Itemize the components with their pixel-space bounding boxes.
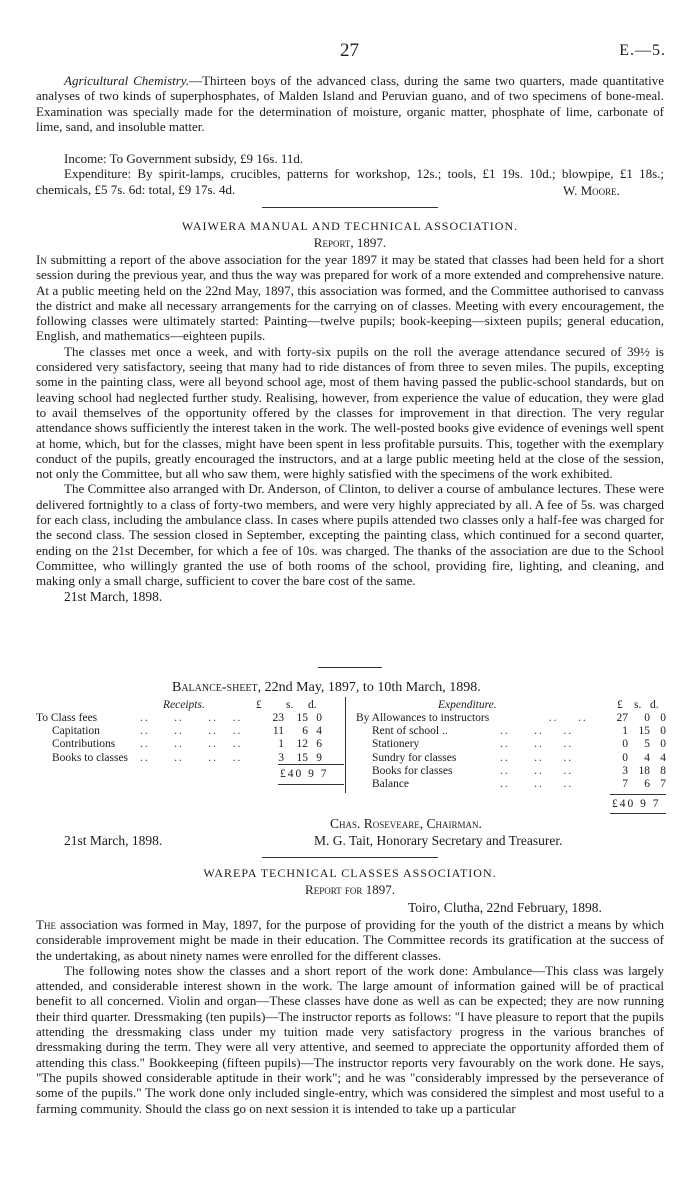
receipt-row: Contributions <box>52 738 116 751</box>
expenditure-row: By Allowances to instructors <box>356 712 490 724</box>
expenditure-row: Stationery <box>372 738 420 751</box>
expenditure-amounts: 27 0 0 1 15 0 0 5 0 0 4 4 3 18 8 7 6 7 <box>616 712 666 790</box>
receipts-total-rule-bottom <box>278 784 344 785</box>
short-divider <box>318 667 382 668</box>
chairman-signature: Chas. Roseveare, Chairman. <box>330 816 482 831</box>
balance-sheet-title: Balance-sheet, 22nd May, 1897, to 10th March, 1898. <box>172 680 481 695</box>
waiwera-p2: The classes met once a week, and with forty-six pupils on the roll the average attendance secured of 39½ is considered very satisfactory, seeing that many had to ride distances of from three to seven miles. The pupils, excepting some in the painting class, were all beyond school age, most of them having passed the public-school standards, but on leaving school had neglected further study. Realising, however, from experience the value of education, they were glad to avail themselves of the opportunity offered by the classes for improvement in that direction. The very regular attendance shows sufficiently the interest taken in the work. The well-posted books give evidence of evenings well spent at home, which, but for the classes, might have been spent in less profitable pursuits. This, together with the exemplary conduct of the pupils, greatly encouraged the instructors, and at a large public meeting held at the close of the session, not only the Committee, but all who saw them, were highly satisfied with the specimens of the work exhibited. <box>36 343 664 482</box>
expenditure-line: Expenditure: By spirit-lamps, crucibles, patterns for workshop, 12s.; tools, £1 19s. 10d.; blowpipe, £1 18s.; chemicals, £5 7s. 6d: total, £9 17s. 4d. <box>36 166 664 197</box>
waiwera-date: 21st March, 1898. <box>64 588 163 604</box>
agricultural-chemistry-paragraph <box>36 73 664 134</box>
page-header <box>0 40 700 64</box>
waiwera-lead: In <box>36 252 47 267</box>
document-page: 27 E.—5. Agricultural Chemistry.—Thirteen boys of the advanced class, during the same two quarters, made quantitative analyses of two kinds of superphosphates, of Malden Island and Peruvian guano, and of two specimens of bone-meal. Examination was specially made for the determination of moisture, organic matter, phosphate of lime, carbonate of lime, sand, and insoluble matter. Income: To Government subsidy, £9 16s. 11d. Expenditure: By spirit-lamps, crucibles, patterns for workshop, 12s.; tools, £1 19s. 10d.; blowpipe, £1 18s.; chemicals, £5 7s. 6d: total, £9 17s. 4d. W. Moore. WAIWERA MANUAL AND TECHNICAL ASSOCIATION. Report, 1897. In submitting a report of the above association for the year 1897 it may be stated that classes had been held for a short session during the previous year, and thus the way was prepared for work of a more extended and comprehensive nature. At a public meeting held on the 22nd May, 1897, this association was formed, and the Committee authorised to canvass the district and make all necessary arrangements for the carrying on of classes. Meeting with every encouragement, the following classes were ultimately started: Painting—twelve pupils; book-keeping—sixteen pupils; general education, English, and mathematics—eighteen pupils. The classes met once a week, and with forty-six pupils on the roll the average attendance secured of 39½ is considered very satisfactory, seeing that many had to ride distances of from three to seven miles. The pupils, excepting some in the painting class, were all beyond school age, most of them having passed the public-school standards, but on leaving school had neglected further study. Realising, however, from experience the value of education, they were glad to avail themselves of the opportunity offered by the classes for improvement in that direction. The very regular attendance shows sufficiently the interest taken in the work. The well-posted books give evidence of evenings well spent at home, which, but for the classes, might have been spent in less profitable pursuits. This, together with the exemplary conduct of the pupils, greatly encouraged the instructors, and at a large public meeting held at the close of the session, not only the Committee, but all who saw them, were highly satisfied with the specimens of the work exhibited. The Committee also arranged with Dr. Anderson, of Clinton, to deliver a course of ambulance lectures. These were delivered fortnightly to a class of forty-two members, and were very highly appreciated by all. A fee of 5s. was charged for each class, including the ambulance class. In cases where pupils attended two classes only a half-fee was charged for the second class. The session closed in September, excepting the painting class, which continued for a second quarter, ending on the 21st December, for which a fee of 10s. was charged. The thanks of the association are due to the School Committee, who willingly granted the use of both rooms of the school, providing fire, lighting, and cleaning, and making only a small charge, sufficient to cover the bare cost of the same. 21st March, 1898. Balance-sheet, 22nd May, 1897, to 10th March, 1898. Receipts. £ s. d. To Class fees Capitation Contributions Books to classes .. .. .. .. .. .. .. .. .. .. .. .. .. .. .. .. 23 15 0 11 6 4 1 12 6 3 15 9 £40 9 7 Expenditure. £ s. d. By Allowances to instructors Rent of school .. Stationery Sundry for classes Books for classes Balance .. .. .. .. .. .. .. .. .. .. .. .. .. .. .. .. .. 27 0 0 1 15 0 0 5 0 0 4 4 3 18 8 7 6 7 £40 9 7 Chas. Roseveare, Chairman. 21st March, 1898. M. G. Tait, Honorary Secretary and Treasurer. WAREPA TECHNICAL CLASSES ASSOCIATION. Report for 1897. Toiro, Clutha, 22nd February, 1898. The association was formed in May, 1897, for the purpose of providing for the youth of the district a means by which considerable improvement might be made in their education. The Committee records its gratification at the success of the undertaking, as about ninety names were enrolled for the different classes. The following notes show the classes and a short report of the work done: Ambulance—This class was largely attended, and considerable interest shown in the work. The large amount of information gained will be of practical benefit to all concerned. Violin and organ—These classes have done as well as can be expected; they are now running their third quarter. Dressmaking (ten pupils)—The instructor reports as follows: "I have pleasure to report that the pupils attending the dressmaking class under my tuition made very satisfactory progress in the various branches of dressmaking during the term. They were all very attentive, and seemed to appreciate the opportunity afforded them of attending this class." Bookkeeping (fifteen pupils)—The instructor reports very favourably on the work done. He says, "The pupils showed considerable aptitude in their work"; and he was "considerably impressed by the perseverance of some of the pupils." The work done only included single-entry, which was considered the simplest and most useful to a farming community. Should the class go on next session it is intended to take up a particular <box>0 0 700 1202</box>
receipts-label: Receipts. <box>163 699 205 711</box>
warepa-report <box>36 917 664 1116</box>
expenditure-total: £40 9 7 <box>612 798 661 810</box>
warepa-heading: WAREPA TECHNICAL CLASSES ASSOCIATION. <box>203 866 497 880</box>
waiwera-p3: The Committee also arranged with Dr. Anderson, of Clinton, to deliver a course of ambulance lectures. These were delivered fortnightly to a class of forty-two members, and were very highly appreciated by all. A fee of 5s. was charged for each class, including the ambulance class. In cases where pupils attended two classes only a half-fee was charged for the second class. The session closed in September, excepting the painting class, which continued for a second quarter, ending on the 21st December, for which a fee of 10s. was charged. The thanks of the association are due to the School Committee, who willingly granted the use of both rooms of the school, providing fire, lighting, and cleaning, and making only a small charge, sufficient to cover the bare cost of the same. <box>36 481 664 589</box>
receipt-row: Capitation <box>52 725 100 738</box>
balance-date: 21st March, 1898. <box>64 833 163 848</box>
receipt-row: To Class fees <box>36 712 98 724</box>
warepa-p1: association was formed in May, 1897, for the purpose of providing for the youth of the district a means by which considerable improvement might be made in their education. The Committee records its gratification at the success of the undertaking, as about ninety names were enrolled for the different classes. <box>36 917 664 963</box>
expenditure-total-rule-bottom <box>610 813 666 814</box>
receipts-total-rule <box>278 764 344 765</box>
document-reference: E.—5. <box>619 42 666 59</box>
expenditure-row: Rent of school .. <box>372 725 448 738</box>
secretary-signature: M. G. Tait, Honorary Secretary and Treasurer. <box>314 833 563 848</box>
section-divider-2 <box>262 857 438 858</box>
income-line: Income: To Government subsidy, £9 16s. 11d. <box>64 151 304 166</box>
waiwera-subheading: Report, 1897. <box>313 235 387 250</box>
page-number: 27 <box>340 40 359 61</box>
receipts-labels <box>36 712 128 765</box>
expenditure-total-rule <box>610 794 666 795</box>
agri-title: Agricultural Chemistry. <box>64 73 190 88</box>
expenditure-row: Books for classes <box>372 764 453 777</box>
expenditure-label: Expenditure. <box>438 699 497 711</box>
warepa-subheading: Report for 1897. <box>305 882 395 897</box>
receipts-amounts: 23 15 0 11 6 4 1 12 6 3 15 9 <box>272 712 322 764</box>
receipts-total: £40 9 7 <box>280 768 329 780</box>
warepa-lead: The <box>36 917 56 932</box>
expenditure-row: Balance <box>372 778 410 791</box>
finance-signature: W. Moore. <box>563 183 620 198</box>
waiwera-heading: WAIWERA MANUAL AND TECHNICAL ASSOCIATION. <box>181 219 519 233</box>
agri-body: —Thirteen boys of the advanced class, during the same two quarters, made quantitative analyses of two kinds of superphosphates, of Malden Island and Peruvian guano, and of two specimens of bone-meal. Examination was specially made for the determination of moisture, organic matter, phosphate of lime, carbonate of lime, sand, and insoluble matter. <box>36 73 664 134</box>
expenditure-labels <box>356 712 489 791</box>
waiwera-report <box>36 252 664 604</box>
expenditure-leaders: .. .. .. .. .. .. .. .. .. .. .. .. .. .. .. .. .. <box>500 712 588 791</box>
section-divider <box>262 207 438 208</box>
warepa-p2: The following notes show the classes and a short report of the work done: Ambulance—This class was largely attended, and considerable interest shown in the work. The large amount of information gained will be of practical benefit to all concerned. Violin and organ—These classes have done as well as can be expected; they are now running their third quarter. Dressmaking (ten pupils)—The instructor reports as follows: "I have pleasure to report that the pupils attending the dressmaking class under my tuition made very satisfactory progress in the various branches of dressmaking during the term. They were all very attentive, and seemed to appreciate the opportunity afforded them of attending this class." Bookkeeping (fifteen pupils)—The instructor reports very favourably on the work done. He says, "The pupils showed considerable aptitude in their work"; and he was "considerably impressed by the perseverance of some of the pupils." The work done only included single-entry, which was considered the simplest and most useful to a farming community. Should the class go on next session it is intended to take up a particular <box>36 962 664 1116</box>
waiwera-p1: submitting a report of the above association for the year 1897 it may be stated that classes had been held for a short session during the previous year, and thus the way was prepared for work of a more extended and comprehensive nature. At a public meeting held on the 22nd May, 1897, this association was formed, and the Committee authorised to canvass the district and make all necessary arrangements for the carrying on of classes. Meeting with every encouragement, the following classes were ultimately started: Painting—twelve pupils; book-keeping—sixteen pupils; general education, English, and mathematics—eighteen pupils. <box>36 252 664 344</box>
receipt-row: Books to classes <box>52 751 129 764</box>
column-separator <box>345 697 346 793</box>
expenditure-row: Sundry for classes <box>372 751 457 764</box>
receipts-leaders: .. .. .. .. .. .. .. .. .. .. .. .. .. .. .. .. <box>140 712 243 764</box>
warepa-dateline: Toiro, Clutha, 22nd February, 1898. <box>408 900 602 915</box>
